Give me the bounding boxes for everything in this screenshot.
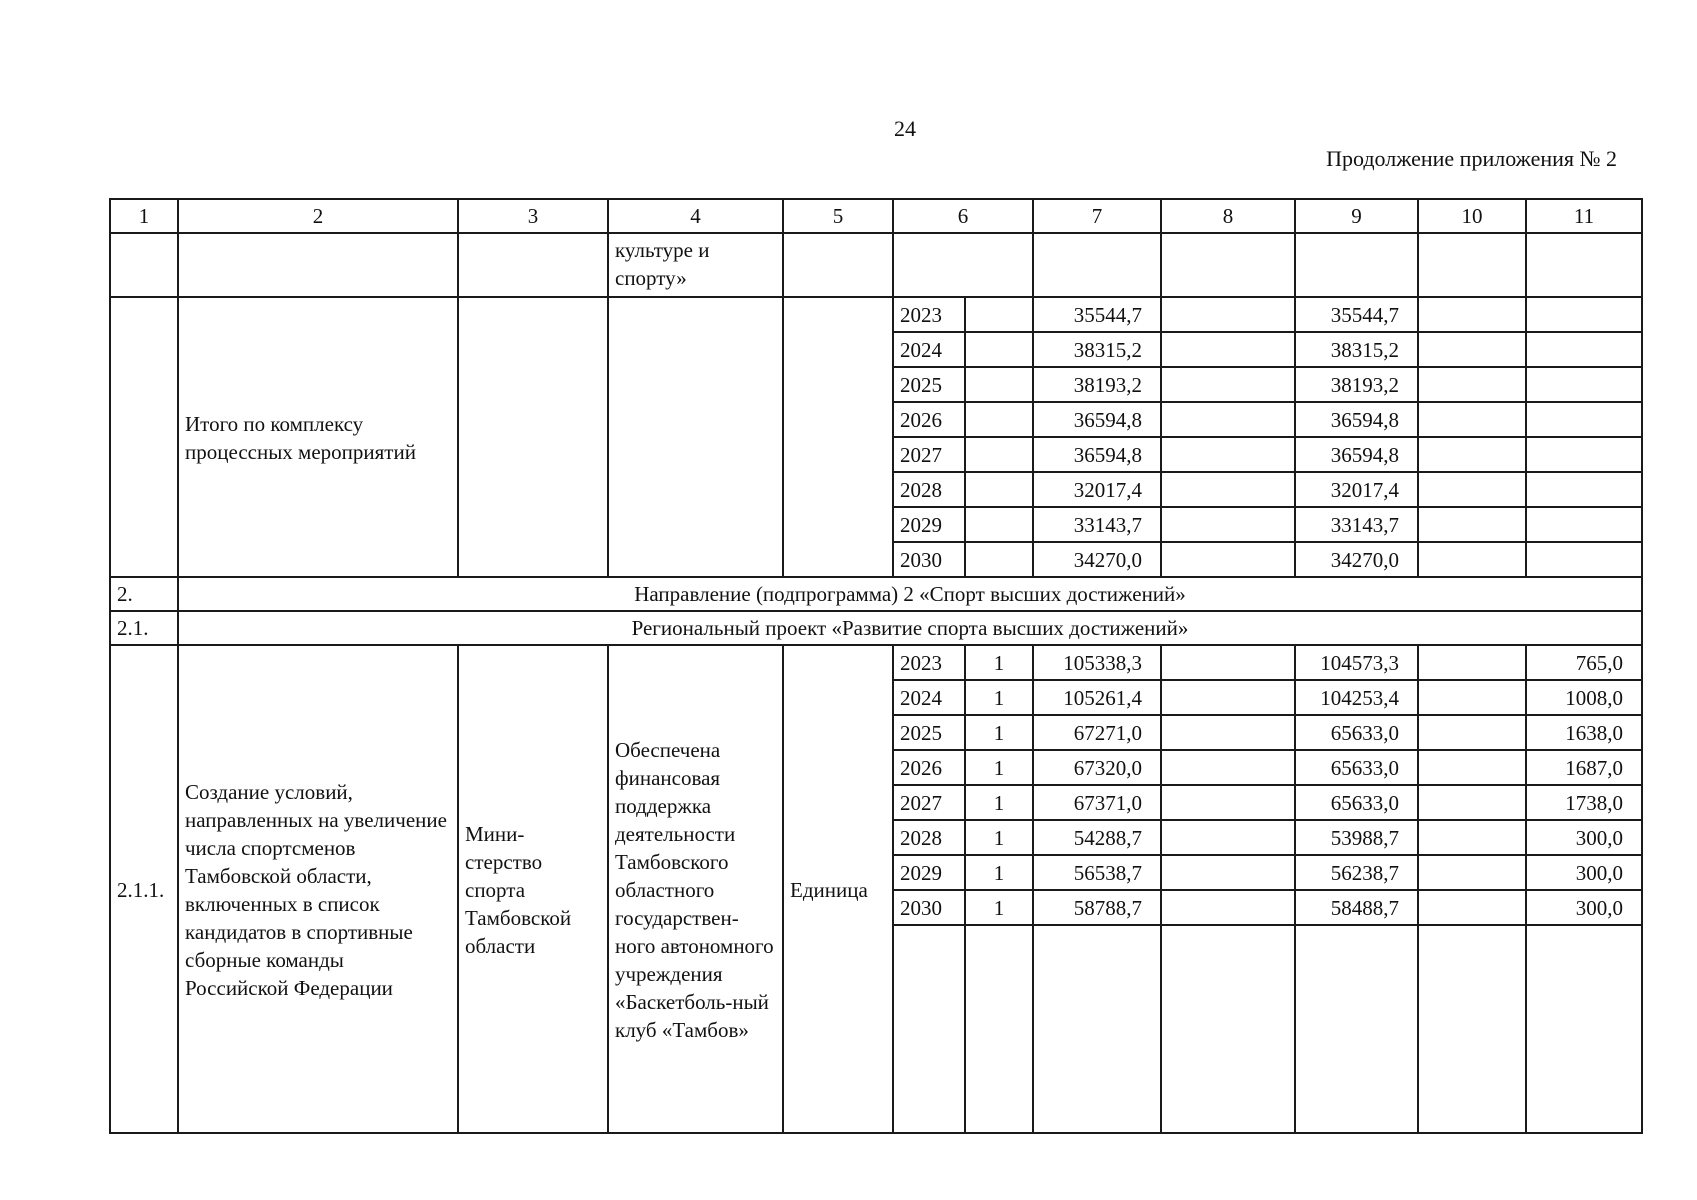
amount-other: 300,0 xyxy=(1526,820,1642,855)
amount-regional: 38315,2 xyxy=(1295,332,1418,367)
column-number-row xyxy=(110,199,1642,233)
year-cell: 2025 xyxy=(893,715,965,750)
section-number: 2. xyxy=(110,577,178,611)
col-header-3: 3 xyxy=(458,199,608,233)
quantity-cell: 1 xyxy=(965,820,1033,855)
year-cell: 2030 xyxy=(893,542,965,577)
year-cell: 2023 xyxy=(893,297,965,332)
amount-other: 300,0 xyxy=(1526,890,1642,925)
quantity-cell: 1 xyxy=(965,855,1033,890)
section-title: Региональный проект «Развитие спорта высших достижений» xyxy=(178,611,1642,645)
amount-regional: 36594,8 xyxy=(1295,402,1418,437)
amount-other: 300,0 xyxy=(1526,855,1642,890)
item-name: Создание условий, направленных на увеличение числа спортсменов Тамбовской области, включенных в список кандидатов в спортивные сборные команды Российской Федерации xyxy=(178,645,458,1133)
item-result: Обеспечена финансовая поддержка деятельности Тамбовского областного государствен-ного автономного учреждения «Баскетболь-ный клуб «Тамбов» xyxy=(608,645,783,1133)
amount-total: 105261,4 xyxy=(1033,680,1161,715)
amount-regional: 104253,4 xyxy=(1295,680,1418,715)
year-cell: 2025 xyxy=(893,367,965,402)
year-cell: 2028 xyxy=(893,472,965,507)
year-cell: 2023 xyxy=(893,645,965,680)
quantity-cell: 1 xyxy=(965,750,1033,785)
year-cell: 2027 xyxy=(893,437,965,472)
amount-regional: 104573,3 xyxy=(1295,645,1418,680)
year-cell: 2026 xyxy=(893,750,965,785)
amount-regional: 35544,7 xyxy=(1295,297,1418,332)
section-row xyxy=(110,611,1642,645)
table-row xyxy=(110,645,1642,680)
quantity-cell: 1 xyxy=(965,890,1033,925)
section-row xyxy=(110,577,1642,611)
total-label: Итого по комплексу процессных мероприятий xyxy=(178,297,458,577)
appendix-note: Продолжение приложения № 2 xyxy=(1326,146,1617,171)
amount-total: 36594,8 xyxy=(1033,402,1161,437)
amount-other: 1008,0 xyxy=(1526,680,1642,715)
col-header-5: 5 xyxy=(783,199,893,233)
page-number: 24 xyxy=(894,116,916,141)
item-number: 2.1.1. xyxy=(110,645,178,1133)
amount-regional: 65633,0 xyxy=(1295,750,1418,785)
amount-regional: 33143,7 xyxy=(1295,507,1418,542)
amount-regional: 32017,4 xyxy=(1295,472,1418,507)
col-header-2: 2 xyxy=(178,199,458,233)
amount-regional: 65633,0 xyxy=(1295,715,1418,750)
amount-total: 36594,8 xyxy=(1033,437,1161,472)
year-cell: 2029 xyxy=(893,507,965,542)
amount-other: 1738,0 xyxy=(1526,785,1642,820)
section-number: 2.1. xyxy=(110,611,178,645)
amount-regional: 34270,0 xyxy=(1295,542,1418,577)
amount-total: 32017,4 xyxy=(1033,472,1161,507)
amount-regional: 53988,7 xyxy=(1295,820,1418,855)
year-cell: 2029 xyxy=(893,855,965,890)
quantity-cell: 1 xyxy=(965,645,1033,680)
item-responsible: Мини-стерство спорта Тамбовской области xyxy=(458,645,608,1133)
amount-total: 38315,2 xyxy=(1033,332,1161,367)
amount-total: 56538,7 xyxy=(1033,855,1161,890)
year-cell: 2024 xyxy=(893,332,965,367)
amount-total: 33143,7 xyxy=(1033,507,1161,542)
amount-regional: 36594,8 xyxy=(1295,437,1418,472)
col-header-10: 10 xyxy=(1418,199,1526,233)
amount-total: 105338,3 xyxy=(1033,645,1161,680)
amount-total: 67320,0 xyxy=(1033,750,1161,785)
year-cell: 2026 xyxy=(893,402,965,437)
col-header-11: 11 xyxy=(1526,199,1642,233)
quantity-cell: 1 xyxy=(965,715,1033,750)
year-cell: 2028 xyxy=(893,820,965,855)
col-header-9: 9 xyxy=(1295,199,1418,233)
quantity-cell: 1 xyxy=(965,785,1033,820)
amount-total: 67371,0 xyxy=(1033,785,1161,820)
amount-regional: 65633,0 xyxy=(1295,785,1418,820)
table-row xyxy=(110,297,1642,332)
amount-total: 38193,2 xyxy=(1033,367,1161,402)
col-header-6: 6 xyxy=(893,199,1033,233)
amount-other: 1638,0 xyxy=(1526,715,1642,750)
year-cell: 2030 xyxy=(893,890,965,925)
year-cell: 2027 xyxy=(893,785,965,820)
col-header-7: 7 xyxy=(1033,199,1161,233)
amount-total: 34270,0 xyxy=(1033,542,1161,577)
year-cell: 2024 xyxy=(893,680,965,715)
quantity-cell: 1 xyxy=(965,680,1033,715)
continuation-row xyxy=(110,233,1642,297)
continued-result-text: культуре и спорту» xyxy=(608,233,783,297)
amount-total: 54288,7 xyxy=(1033,820,1161,855)
amount-regional: 38193,2 xyxy=(1295,367,1418,402)
amount-regional: 56238,7 xyxy=(1295,855,1418,890)
amount-regional: 58488,7 xyxy=(1295,890,1418,925)
col-header-1: 1 xyxy=(110,199,178,233)
amount-total: 67271,0 xyxy=(1033,715,1161,750)
section-title: Направление (подпрограмма) 2 «Спорт высших достижений» xyxy=(178,577,1642,611)
amount-other: 1687,0 xyxy=(1526,750,1642,785)
amount-total: 58788,7 xyxy=(1033,890,1161,925)
col-header-8: 8 xyxy=(1161,199,1295,233)
amount-other: 765,0 xyxy=(1526,645,1642,680)
item-unit: Единица xyxy=(783,645,893,1133)
col-header-4: 4 xyxy=(608,199,783,233)
amount-total: 35544,7 xyxy=(1033,297,1161,332)
budget-table xyxy=(109,198,1643,1134)
